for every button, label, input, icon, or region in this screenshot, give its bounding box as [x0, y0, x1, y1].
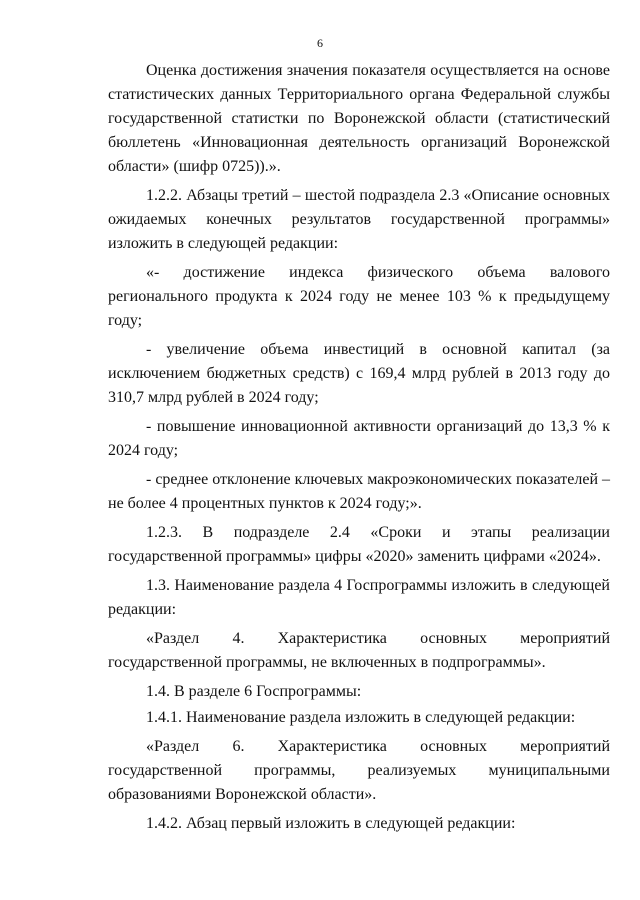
- paragraph-section-4-title: «Раздел 4. Характеристика основных мероприятий государственной программы, не включенных в подпрограммы».: [108, 630, 610, 671]
- paragraph-1-4: 1.4. В разделе 6 Госпрограммы:: [146, 683, 362, 700]
- paragraph-indicator-assessment: Оценка достижения значения показателя осуществляется на основе статистических данных Территориального органа Федеральной службы государственной статистки по Воронежской области (статистический бюллетень «Инновационная деятельность организаций Воронежской области» (шифр 0725)).».: [108, 62, 610, 175]
- paragraph-1-2-2: 1.2.2. Абзацы третий – шестой подраздела 2.3 «Описание основных ожидаемых конечных результатов государственной программы» изложить в следующей редакции:: [108, 187, 610, 252]
- paragraph-grp-index: «- достижение индекса физического объема валового регионального продукта к 2024 году не менее 103 % к предыдущему году;: [108, 264, 610, 329]
- paragraph-investment: - увеличение объема инвестиций в основной капитал (за исключением бюджетных средств) с 169,4 млрд рублей в 2013 году до 310,7 млрд рублей в 2024 году;: [108, 341, 610, 406]
- document-body: [108, 59, 610, 841]
- paragraph-macro-deviation: - среднее отклонение ключевых макроэкономических показателей – не более 4 процентных пунктов к 2024 году;».: [108, 471, 610, 512]
- paragraph-1-3: 1.3. Наименование раздела 4 Госпрограммы изложить в следующей редакции:: [108, 577, 610, 618]
- paragraph-innovation-activity: - повышение инновационной активности организаций до 13,3 % к 2024 году;: [108, 418, 610, 459]
- paragraph-1-4-1: 1.4.1. Наименование раздела изложить в следующей редакции:: [146, 709, 576, 726]
- page-number: 6: [317, 36, 323, 50]
- paragraph-1-4-2: 1.4.2. Абзац первый изложить в следующей редакции:: [146, 815, 516, 832]
- paragraph-1-2-3: 1.2.3. В подразделе 2.4 «Сроки и этапы реализации государственной программы» цифры «2020» заменить цифрами «2024».: [108, 524, 610, 565]
- paragraph-section-6-title: «Раздел 6. Характеристика основных мероприятий государственной программы, реализуемых муниципальными образованиями Воронежской области».: [108, 738, 610, 803]
